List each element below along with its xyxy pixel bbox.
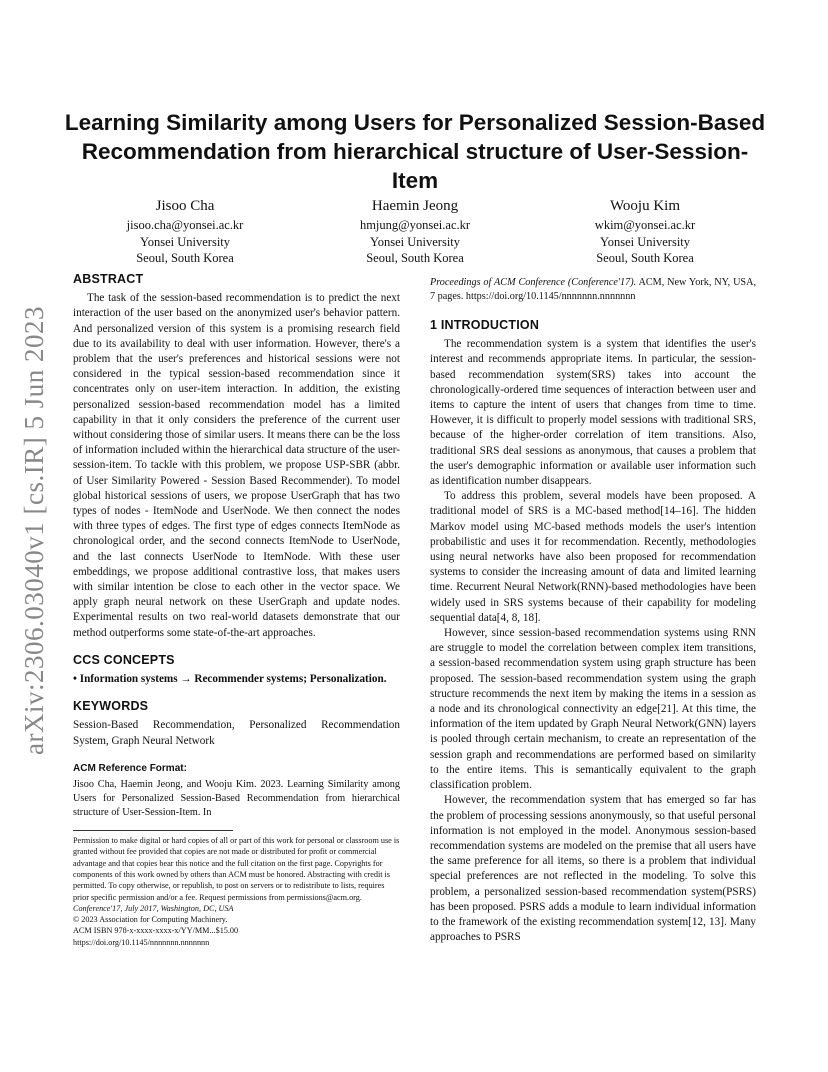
author-location: Seoul, South Korea (136, 251, 234, 265)
right-column (430, 276, 756, 945)
author-affiliation: Yonsei University (139, 234, 231, 249)
author (300, 196, 530, 267)
intro-paragraph: However, since session-based recommendation systems using RNN are struggle to model the correlation between complex item transitions, a session-based recommendation system using graph structure has been proposed. The session-based recommendation system using the graph structure recommends the next item by making the items in a session as a node and its chronological connectivity an edge[21]. At this time, the information of the item updated by Graph Neural Network(GNN) layers is pooled through certain mechanism, to create an representation of the session graph and recommendations are performed based on similarity to the entire items. This is semantically equivalent to the graph classification problem. (430, 627, 756, 792)
acm-ref-heading: ACM Reference Format: (73, 762, 187, 774)
abstract-text: The task of the session-based recommendation is to predict the next interaction of the user based on the anonymized user's behavior pattern. And personalized version of this system is a promising research field due to its availability to deal with user information. However, there's a problem that the user's preferences and historical sessions were not considered in the typical session-based recommendation since it concentrates only on user-item interaction. In addition, the existing personalized session-based recommendation model has a limited capability in that it only considers the preference of the current user without considering those of similar users. It means there can be the loss of information included within the hierarchical data structure of the user-session-item. To tackle with this problem, we propose USP-SBR (abbr. of User Similarity Powered - Session Based Recommender). To model global historical sessions of users, we propose UserGraph that has two types of nodes - ItemNode and UserNode. We then connect the nodes with three types of edges. The first type of edges connects ItemNode as chronological order, and the second connects ItemNode to UserNode, and the last connects UserNode to ItemNode. With these user embeddings, we propose additional contrastive loss, that makes users with similar intention be close to each other in the vector space. We apply graph neural network on these UserGraph and update nodes. Experimental results on two real-world datasets demonstrate that our method outperforms some state-of-the-art approaches. (73, 292, 400, 639)
arxiv-stamp-text: arXiv:2306.03040v1 [cs.IR] 5 Jun 2023 (18, 305, 49, 755)
isbn-line: ACM ISBN 978-x-xxxx-xxxx-x/YY/MM...$15.00 (73, 926, 239, 936)
author-name: Jisoo Cha (155, 198, 215, 214)
arxiv-stamp (18, 300, 49, 760)
author-name: Haemin Jeong (371, 198, 459, 214)
author-name: Wooju Kim (609, 198, 681, 214)
keywords-heading: KEYWORDS (73, 699, 149, 714)
author (530, 196, 760, 267)
author-affiliation: Yonsei University (599, 234, 691, 249)
acm-ref-tail: ACM, New York, NY, USA, 7 pages. https://doi.org/10.1145/nnnnnnn.nnnnnnn (430, 277, 757, 302)
author-block (70, 196, 760, 267)
ccs-text: • Information systems → Recommender systems; Personalization. (73, 673, 387, 686)
author-affiliation: Yonsei University (369, 234, 461, 249)
acm-ref-text: Jisoo Cha, Haemin Jeong, and Wooju Kim. 2023. Learning Similarity among Users for Personalized Session-Based Recommendation from hierarchical structure of User-Session-Item. In (73, 779, 400, 819)
introduction-heading: 1 INTRODUCTION (430, 318, 540, 332)
paper-title: Learning Similarity among Users for Personalized Session-Based Recommendation from hierarchical structure of User-Session-Item (64, 110, 766, 193)
intro-paragraph: The recommendation system is a system that identifies the user's interest and recommends appropriate items. In particular, the session-based recommendation system(SRS) takes into account the chronologically-ordered time sequences of interaction between user and items to capture the intent of users that changes from time to time. However, it is difficult to properly model sessions with traditional SRS, because of the higher-order correlation of item transitions. Also, traditional SRS deal sessions as anonymous, that causes a problem that the user's demographic information or available user information such as identification number disappears. (430, 338, 756, 488)
keywords-text: Session-Based Recommendation, Personalized Recommendation System, Graph Neural Network (73, 719, 400, 747)
left-column (73, 272, 400, 948)
acm-ref-continuation (430, 276, 756, 304)
permission-block (73, 835, 400, 948)
permission-text: Permission to make digital or hard copies of all or part of this work for personal or classroom use is granted without fee provided that copies are not made or distributed for profit or commercial advantage and that copies bear this notice and the full citation on the first page. Copyrights for components of this work owned by others than ACM must be honored. Abstracting with credit is permitted. To copy otherwise, or republish, to post on servers or to redistribute to lists, requires prior specific permission and/or a fee. Request permissions from permissions@acm.org. (73, 836, 400, 902)
footnote-rule (73, 830, 233, 831)
author-email: jisoo.cha@yonsei.ac.kr (126, 218, 244, 232)
author-email: wkim@yonsei.ac.kr (594, 218, 696, 232)
ccs-heading: CCS CONCEPTS (73, 652, 175, 667)
author-location: Seoul, South Korea (596, 251, 694, 265)
doi-line: https://doi.org/10.1145/nnnnnnn.nnnnnnn (73, 937, 210, 947)
copyright-line: © 2023 Association for Computing Machinery. (73, 915, 228, 925)
conference-line: Conference'17, July 2017, Washington, DC, USA (73, 903, 234, 913)
author (70, 196, 300, 267)
intro-paragraph: However, the recommendation system that has emerged so far has the problem of processing sessions anonymously, so that useful personal information is not employed in the model. Anonymous session-based recommendation systems are modeled on the premise that all users have the same preference for all items, so there is a problem that individual special preferences are not reflected in the modeling. To solve this problem, a personalized session-based recommendation system(PSRS) has been proposed. PSRS adds a module to learn individual information to the framework of the existing recommendation system[12, 13]. Many approaches to PSRS (430, 794, 756, 944)
author-email: hmjung@yonsei.ac.kr (359, 218, 471, 232)
intro-paragraph: To address this problem, several models have been proposed. A traditional model of SRS is a MC-based method[14–16]. The hidden Markov model using MC-based methods models the user's intention probabilistic and uses it for recommendation. Recently, methodologies using neural networks have also been proposed for recommendation systems to consider the increasing amount of data and limited learning time. Recurrent Neural Network(RNN)-based methodologies have been widely used in SRS systems because of their capability for modeling sequential data[4, 8, 18]. (430, 490, 756, 624)
abstract-heading: ABSTRACT (73, 272, 144, 286)
author-location: Seoul, South Korea (366, 251, 464, 265)
acm-ref-venue: Proceedings of ACM Conference (Conference'17). (430, 277, 637, 288)
